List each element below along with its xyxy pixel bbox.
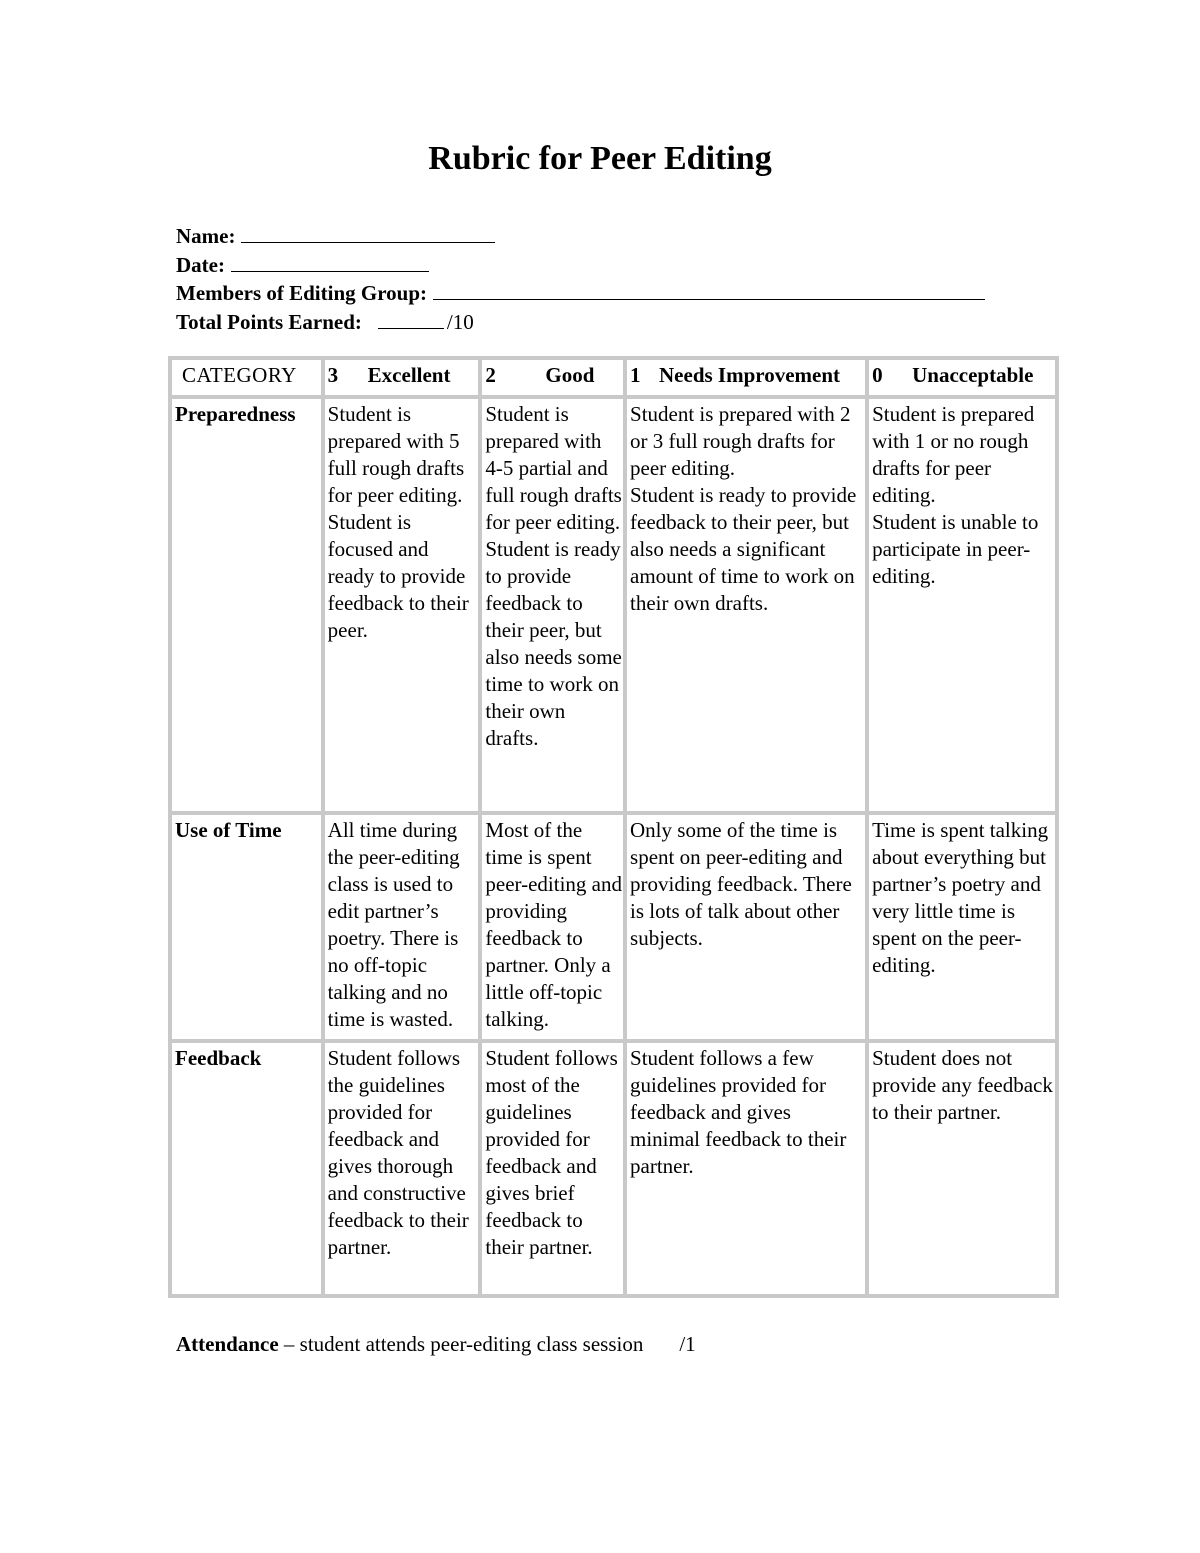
- cell-text: Most of the time is spent peer-editing and providing feedback to partner. Only a little off-topic talking.: [485, 818, 622, 1031]
- attendance-line: [176, 1332, 696, 1357]
- attendance-label: Attendance: [176, 1332, 279, 1356]
- date-line: [176, 251, 985, 280]
- name-blank: [241, 222, 495, 243]
- name-label: Name:: [176, 224, 236, 248]
- table-header-row: [172, 360, 1055, 395]
- header-level-0: [869, 360, 1055, 395]
- rubric-table: [168, 356, 1059, 1298]
- level-score: 0: [872, 363, 883, 387]
- table-row-feedback: [172, 1043, 1055, 1294]
- date-label: Date:: [176, 252, 225, 277]
- row-category: Feedback: [172, 1043, 321, 1294]
- table-cell: [627, 1043, 865, 1294]
- student-info: [176, 222, 985, 336]
- cell-text: Student does not provide any feedback to their partner.: [872, 1046, 1053, 1124]
- points-blank: [378, 308, 444, 329]
- level-label: Unacceptable: [912, 363, 1034, 387]
- cell-text: Student follows most of the guidelines provided for feedback and gives brief feedback to their partner.: [485, 1046, 618, 1259]
- row-category: Preparedness: [172, 399, 321, 811]
- table-cell: [482, 399, 623, 811]
- attendance-score: /1: [679, 1332, 696, 1356]
- attendance-text: – student attends peer-editing class session: [278, 1332, 644, 1356]
- row-category: Use of Time: [172, 815, 321, 1039]
- cell-text: Student is prepared with 5 full rough drafts for peer editing. Student is focused and ready to provide feedback to their peer.: [327, 402, 469, 642]
- header-level-3: [325, 360, 479, 395]
- table-cell: [869, 399, 1055, 811]
- cell-text: Student is prepared with 1 or no rough drafts for peer editing. Student is unable to participate in peer-editing.: [872, 402, 1039, 588]
- date-blank: [231, 251, 429, 272]
- table-cell: [482, 815, 623, 1039]
- header-level-1: [627, 360, 865, 395]
- members-label: Members of Editing Group:: [176, 281, 428, 305]
- points-total: /10: [446, 309, 474, 334]
- table-cell: [869, 1043, 1055, 1294]
- table-row-use-of-time: [172, 815, 1055, 1039]
- cell-text: Time is spent talking about everything but partner’s poetry and very little time is spent on the peer-editing.: [872, 818, 1049, 977]
- cell-text: Student follows a few guidelines provided for feedback and gives minimal feedback to their partner.: [630, 1046, 847, 1178]
- cell-text: Student follows the guidelines provided for feedback and gives thorough and constructive feedback to their partner.: [327, 1046, 469, 1259]
- name-line: [176, 222, 985, 251]
- level-label: Excellent: [367, 363, 451, 387]
- table-row-preparedness: [172, 399, 1055, 811]
- cell-text: Student is prepared with 2 or 3 full rough drafts for peer editing. Student is ready to provide feedback to their peer, but also needs a significant amount of time to work on their own drafts.: [630, 402, 857, 615]
- header-category: CATEGORY: [172, 360, 321, 395]
- header-level-2: [482, 360, 623, 395]
- cell-text: Student is prepared with 4-5 partial and full rough drafts for peer editing. Student is ready to provide feedback to their peer, but also needs some time to work on their own drafts.: [485, 402, 622, 750]
- table-cell: [627, 815, 865, 1039]
- members-line: [176, 279, 985, 308]
- level-score: 1: [630, 363, 641, 387]
- points-label: Total Points Earned:: [176, 309, 362, 334]
- level-label: Needs Improvement: [659, 363, 841, 387]
- level-score: 3: [327, 363, 339, 387]
- table-cell: [627, 399, 865, 811]
- members-blank: [433, 279, 985, 300]
- points-line: [176, 308, 985, 337]
- level-label: Good: [545, 363, 595, 387]
- table-cell: [325, 399, 479, 811]
- page-title: Rubric for Peer Editing: [428, 140, 772, 177]
- table-cell: [869, 815, 1055, 1039]
- table-cell: [482, 1043, 623, 1294]
- cell-text: All time during the peer-editing class is used to edit partner’s poetry. There is no off-topic talking and no time is wasted.: [327, 818, 460, 1031]
- cell-text: Only some of the time is spent on peer-editing and providing feedback. There is lots of talk about other subjects.: [630, 818, 852, 950]
- table-cell: [325, 1043, 479, 1294]
- level-score: 2: [485, 363, 496, 387]
- table-cell: [325, 815, 479, 1039]
